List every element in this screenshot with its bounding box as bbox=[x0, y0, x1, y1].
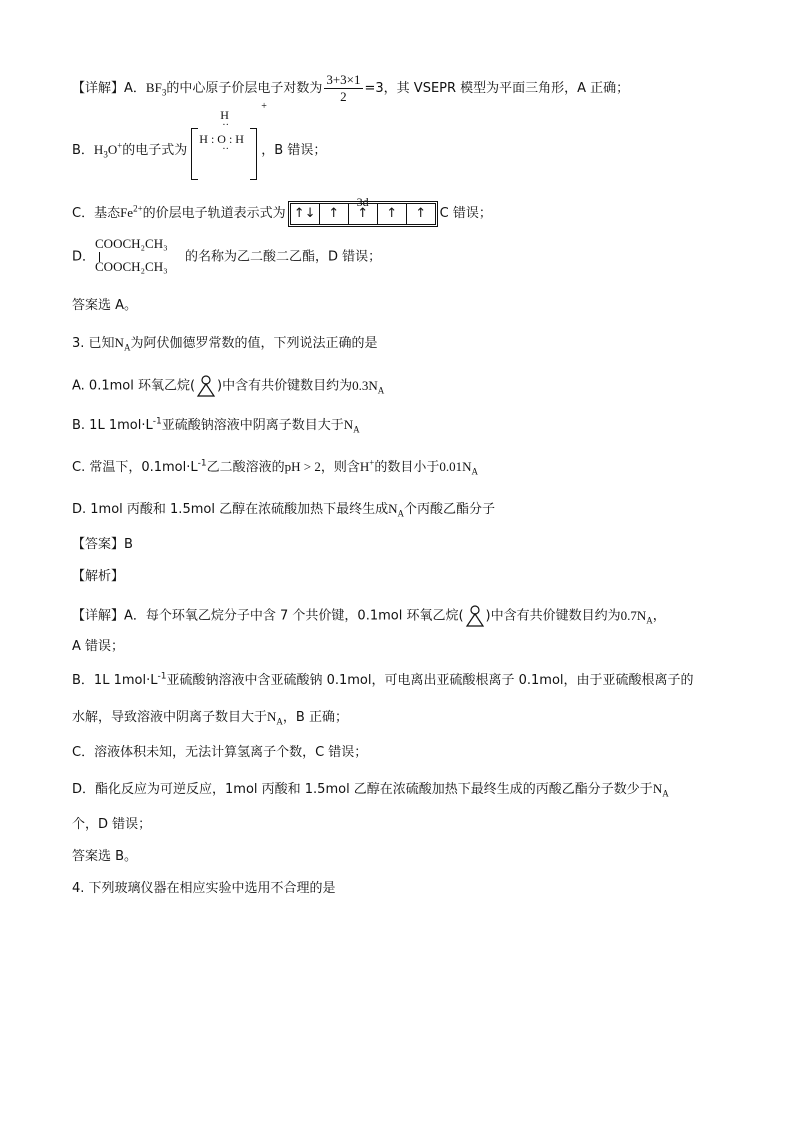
answer-label: 【答案】B bbox=[72, 537, 133, 552]
fraction: $\frac{3+3\times 1}{2}$ bbox=[326, 72, 361, 104]
option-a: A. 0.1mol 环氧乙烷( )中含有共价键数目约为$0.3N_A$ bbox=[72, 374, 384, 398]
option-b: B. 1L $1mol\cdot L^{-1}$亚硫酸钠溶液中阴离子数目大于$N_A$ bbox=[72, 416, 360, 435]
question-4: 4. 下列玻璃仪器在相应实验中选用不合理的是 bbox=[72, 881, 336, 896]
text: B． bbox=[72, 143, 94, 158]
analysis-c: C．溶液体积未知，无法计算氢离子个数，C 错误； bbox=[72, 745, 368, 760]
option-c: C. 常温下，$0.1mol\cdot L^{-1}$乙二酸溶液的pH > 2，则含H+的数目小于$0.01N_A$ bbox=[72, 457, 478, 477]
analysis-b-cont: 水解，导致溶液中阴离子数目大于$N_A$，B 正确； bbox=[72, 709, 348, 727]
orbital-cell: ↑ bbox=[415, 205, 427, 221]
analysis-a: 【详解】A．每个环氧乙烷分子中含 7 个共价键，0.1mol 环氧乙烷( )中含有共价键数目约为$0.7N_A$， bbox=[72, 604, 666, 628]
epoxide-icon bbox=[195, 374, 217, 398]
detail-line-c bbox=[72, 194, 492, 228]
analysis-d: D．酯化反应为可逆反应，1mol 丙酸和 1.5mol 乙醇在浓硫酸加热下最终生成的丙酸乙酯分子数少于$N_A$ bbox=[72, 781, 669, 799]
orbital-diagram: 3d ↑↓ ↑ ↑ ↑ ↑ bbox=[290, 203, 436, 225]
orbital-cell: ↑↓ bbox=[291, 204, 320, 224]
lewis-structure: H ·· H : O : H ·· + bbox=[191, 122, 257, 180]
orbital-cell: ↑ bbox=[378, 204, 407, 224]
text: 的电子式为 bbox=[122, 143, 188, 158]
text: 的中心原子价层电子对数为 bbox=[166, 81, 323, 96]
answer-a-line: 答案选 A。 bbox=[72, 298, 138, 313]
formula-bf3: $BF_3$ bbox=[145, 80, 167, 98]
option-d: D. 1mol 丙酸和 1.5mol 乙醇在浓硫酸加热下最终生成$N_A$个丙酸乙酯分子 bbox=[72, 501, 495, 519]
answer-b-line: 答案选 B。 bbox=[72, 849, 138, 864]
orbital-cell: ↑ bbox=[349, 204, 378, 224]
formula-h3o: $H_3O^+$ bbox=[93, 140, 123, 160]
text: C 错误； bbox=[439, 206, 492, 221]
orbital-cell: ↑ bbox=[320, 204, 349, 224]
text: ，B 错误； bbox=[261, 143, 327, 158]
formula-fe2: $Fe^{2+}$ bbox=[120, 203, 143, 220]
text: C．基态 bbox=[72, 206, 121, 221]
text: 的价层电子轨道表示式为 bbox=[142, 206, 286, 221]
detail-line-b bbox=[72, 100, 327, 180]
text: =3，其 VSEPR 模型为平面三角形，A 正确； bbox=[364, 81, 630, 96]
detail-line-d bbox=[72, 236, 381, 278]
text: D． bbox=[72, 249, 96, 265]
detail-line-a bbox=[72, 72, 629, 105]
analysis-a-cont: A 错误； bbox=[72, 639, 125, 654]
analysis-d-cont: 个，D 错误； bbox=[72, 817, 152, 832]
epoxide-icon bbox=[464, 604, 486, 628]
analysis-label: 【解析】 bbox=[72, 569, 125, 584]
analysis-b: B．1L $1mol\cdot L^{-1}$亚硫酸钠溶液中含亚硫酸钠 0.1mol，可电离出亚硫酸根离子 0.1mol，由于亚硫酸根离子的 bbox=[72, 671, 694, 688]
text: 【详解】A． bbox=[72, 81, 146, 96]
ester-structure: COOCH₂CH₃ COOCH₂CH₃ bbox=[95, 236, 168, 274]
text: 的名称为乙二酸二乙酯，D 错误； bbox=[185, 249, 382, 265]
question-3: 3. 已知$N_A$为阿伏伽德罗常数的值，下列说法正确的是 bbox=[72, 335, 378, 353]
